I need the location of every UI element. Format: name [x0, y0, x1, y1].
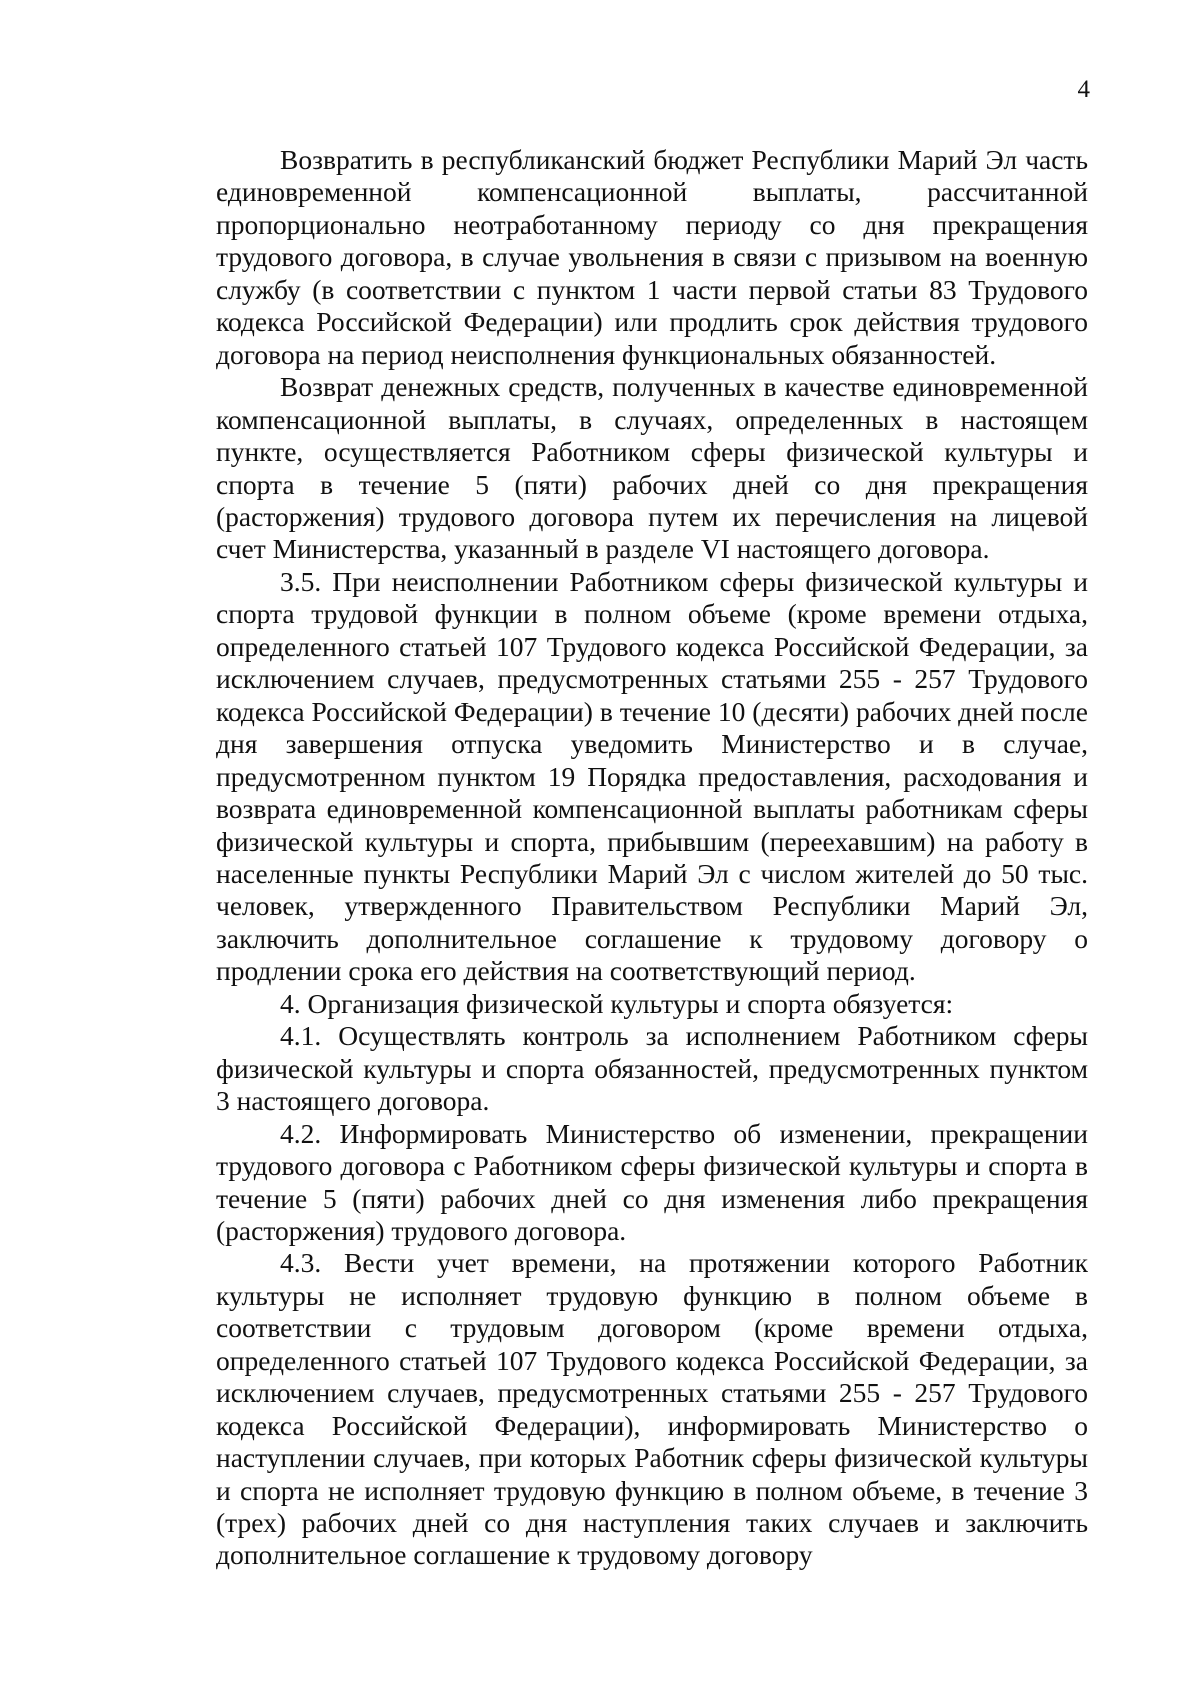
paragraph-return-to-budget: Возвратить в республиканский бюджет Республики Марий Эл часть единовременной компенсационной выплаты, рассчитанной пропорционально неотработанному периоду со дня прекращения трудового договора, в случае увольнения в связи с призывом на военную службу (в соответствии с пунктом 1 части первой статьи 83 Трудового кодекса Российской Федерации) или продлить срок действия трудового договора на период неисполнения функциональных обязанностей.	[216, 144, 1088, 370]
document-body	[216, 144, 1088, 1572]
paragraph-clause-3-5: 3.5. При неисполнении Работником сферы физической культуры и спорта трудовой функции в полном объеме (кроме времени отдыха, определенного статьей 107 Трудового кодекса Российской Федерации, за исключением случаев, предусмотренных статьями 255 - 257 Трудового кодекса Российской Федерации) в течение 10 (десяти) рабочих дней после дня завершения отпуска уведомить Министерство и в случае, предусмотренном пунктом 19 Порядка предоставления, расходования и возврата единовременной компенсационной выплаты работникам сферы физической культуры и спорта, прибывшим (переехавшим) на работу в населенные пункты Республики Марий Эл с числом жителей до 50 тыс. человек, утвержденного Правительством Республики Марий Эл, заключить дополнительное соглашение к трудовому договору о продлении срока его действия на соответствующий период.	[216, 565, 1088, 987]
paragraph-clause-4-1: 4.1. Осуществлять контроль за исполнением Работником сферы физической культуры и спорта обязанностей, предусмотренных пунктом 3 настоящего договора.	[216, 1020, 1088, 1117]
paragraph-refund-procedure: Возврат денежных средств, полученных в качестве единовременной компенсационной выплаты, в случаях, определенных в настоящем пункте, осуществляется Работником сферы физической культуры и спорта в течение 5 (пяти) рабочих дней со дня прекращения (расторжения) трудового договора путем их перечисления на лицевой счет Министерства, указанный в разделе VI настоящего договора.	[216, 371, 1088, 565]
page-number: 4	[1077, 76, 1090, 103]
paragraph-clause-4-3: 4.3. Вести учет времени, на протяжении которого Работник культуры не исполняет трудовую функцию в полном объеме в соответствии с трудовым договором (кроме времени отдыха, определенного статьей 107 Трудового кодекса Российской Федерации, за исключением случаев, предусмотренных статьями 255 - 257 Трудового кодекса Российской Федерации), информировать Министерство о наступлении случаев, при которых Работник сферы физической культуры и спорта не исполняет трудовую функцию в полном объеме, в течение 3 (трех) рабочих дней со дня наступления таких случаев и заключить дополнительное соглашение к трудовому договору	[216, 1247, 1088, 1571]
paragraph-clause-4: 4. Организация физической культуры и спорта обязуется:	[280, 987, 954, 1019]
paragraph-clause-4-2: 4.2. Информировать Министерство об изменении, прекращении трудового договора с Работником сферы физической культуры и спорта в течение 5 (пяти) рабочих дней со дня изменения либо прекращения (расторжения) трудового договора.	[216, 1117, 1088, 1246]
